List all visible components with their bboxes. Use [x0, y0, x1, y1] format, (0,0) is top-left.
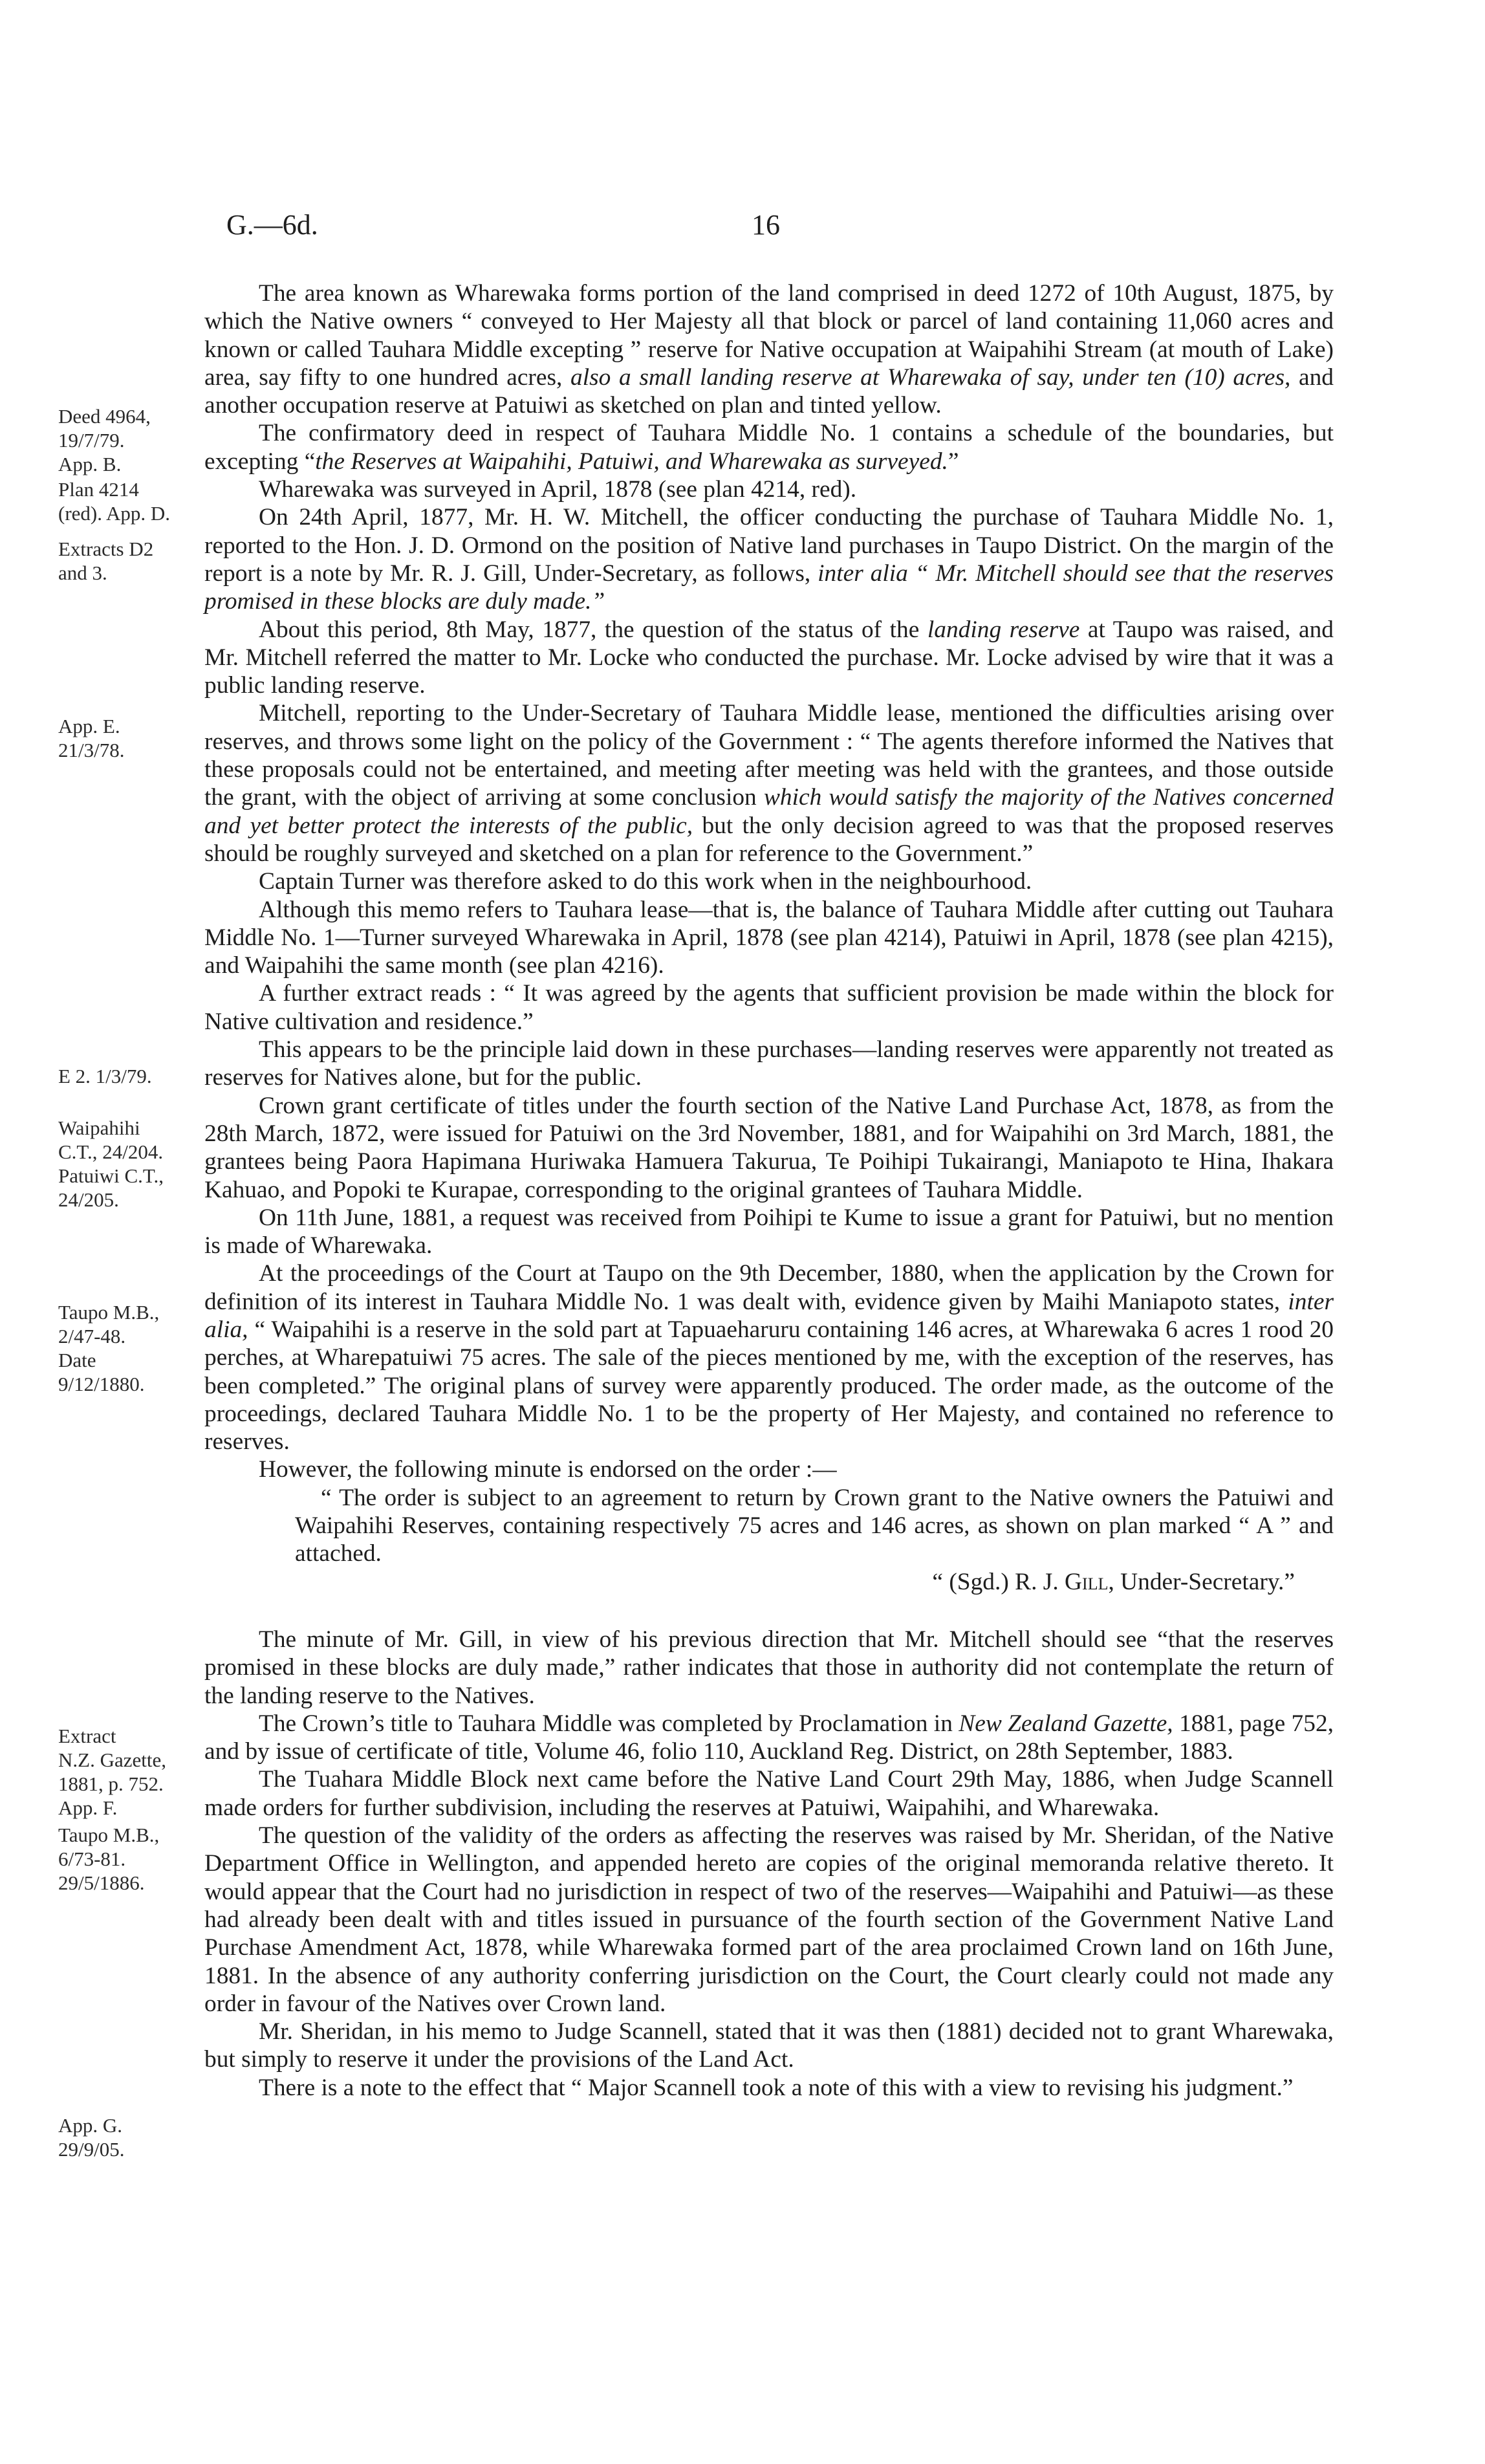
minute-quote: “ The order is subject to an agreement to return by Crown grant to the Native owners the Patuiwi and Waipahihi Reserves, containing respectively 75 acres and 146 acres, as shown on plan marked “ A ” and attached. — [295, 1484, 1334, 1567]
paragraph: The question of the validity of the orders as affecting the reserves was raised by Mr. Sheridan, of the Native Department Office in Wellington, and appended hereto are copies of the original memoranda relative thereto. It would appear that the Court had no jurisdiction in respect of two of the reserves—Waipahihi and Patuiwi—as these had already been dealt with and titles issued in pursuance of the fourth section of the Government Native Land Purchase Amendment Act, 1878, while Wharewaka formed part of the area proclaimed Crown land on 16th June, 1881. In the absence of any authority conferring jurisdiction on the Court, the Court clearly could not made any order in favour of the Natives over Crown land. — [204, 1822, 1334, 2017]
paragraph: The Crown’s title to Tauhara Middle was completed by Proclamation in New Zealand Gazette, 1881, page 752, and by issue of certificate of title, Volume 46, folio 110, Auckland Reg. District, on 28th September, 1883. — [204, 1710, 1334, 1765]
paragraph: Mitchell, reporting to the Under-Secretary of Tauhara Middle lease, mentioned the difficulties arising over reserves, and throws some light on the policy of the Government : “ The agents therefore informed the Natives that these proposals could not be entertained, and meeting after meeting was held with the grantees, and those outside the grant, with the object of arriving at some conclusion which would satisfy the majority of the Natives concerned and yet better protect the interests of the public, but the only decision agreed to was that the proposed reserves should be roughly surveyed and sketched on a plan for reference to the Government.” — [204, 700, 1334, 867]
body-text — [204, 279, 1334, 2102]
paragraph: The confirmatory deed in respect of Tauhara Middle No. 1 contains a schedule of the boundaries, but excepting “the Reserves at Waipahihi, Patuiwi, and Wharewaka as surveyed.” — [204, 420, 1334, 475]
margin-note: E 2. 1/3/79. — [58, 1065, 152, 1087]
margin-note: Taupo M.B., 6/73-81. 29/5/1886. — [58, 1824, 160, 1894]
paragraph: A further extract reads : “ It was agreed by the agents that sufficient provision be made within the block for Native cultivation and residence.” — [204, 980, 1334, 1035]
paragraph: About this period, 8th May, 1877, the question of the status of the landing reserve at Taupo was raised, and Mr. Mitchell referred the matter to Mr. Locke who conducted the purchase. Mr. Locke advised by wire that it was a public landing reserve. — [204, 616, 1334, 699]
margin-note: Deed 4964, 19/7/79. App. B. — [58, 405, 151, 475]
paragraph: The area known as Wharewaka forms portion of the land comprised in deed 1272 of 10th August, 1875, by which the Native owners “ conveyed to Her Majesty all that block or parcel of land containing 11,060 acres and known or called Tauhara Middle excepting ” reserve for Native occupation at Waipahihi Stream (at mouth of Lake) area, say fifty to one hundred acres, also a small landing reserve at Wharewaka of say, under ten (10) acres, and another occupation reserve at Patuiwi as sketched on plan and tinted yellow. — [204, 280, 1334, 419]
paragraph: Crown grant certificate of titles under the fourth section of the Native Land Purchase Act, 1878, as from the 28th March, 1872, were issued for Patuiwi on the 3rd November, 1881, and for Waipahihi on 3rd March, 1881, the grantees being Paora Hapimana Huriwaka Hamuera Takurua, Te Poihipi Tukairangi, Maniapoto te Hina, Ihakara Kahuao, and Popoki te Kurapae, corresponding to the original grantees of Tauhara Middle. — [204, 1092, 1334, 1203]
paragraph: At the proceedings of the Court at Taupo on the 9th December, 1880, when the application by the Crown for definition of its interest in Tauhara Middle No. 1 was dealt with, evidence given by Maihi Maniapoto states, inter alia, “ Waipahihi is a reserve in the sold part at Tapuaeharuru containing 146 acres, at Wharewaka 6 acres 1 rood 20 perches, at Wharepatuiwi 75 acres. The sale of the pieces mentioned by me, with the exception of the reserves, has been completed.” The original plans of survey were apparently produced. The order made, as the outcome of the proceedings, declared Tauhara Middle No. 1 to be the property of Her Majesty, and contained no reference to reserves. — [204, 1260, 1334, 1456]
page-number: 16 — [752, 209, 780, 241]
paragraph: Wharewaka was surveyed in April, 1878 (see plan 4214, red). — [259, 476, 857, 503]
margin-note: App. G. 29/9/05. — [58, 2114, 125, 2161]
paragraph: This appears to be the principle laid down in these purchases—landing reserves were apparently not treated as reserves for Natives alone, but for the public. — [204, 1036, 1334, 1091]
paragraph: The Tuahara Middle Block next came before the Native Land Court 29th May, 1886, when Judge Scannell made orders for further subdivision, including the reserves at Patuiwi, Waipahihi, and Wharewaka. — [204, 1766, 1334, 1821]
margin-note: Plan 4214 (red). App. D. — [58, 478, 171, 525]
paragraph: On 24th April, 1877, Mr. H. W. Mitchell, the officer conducting the purchase of Tauhara Middle No. 1, reported to the Hon. J. D. Ormond on the position of Native land purchases in Taupo District. On the margin of the report is a note by Mr. R. J. Gill, Under-Secretary, as follows, inter alia “ Mr. Mitchell should see that the reserves promised in these blocks are duly made.” — [204, 504, 1334, 615]
margin-note: App. E. 21/3/78. — [58, 715, 125, 761]
paragraph: Although this memo refers to Tauhara lease—that is, the balance of Tauhara Middle after cutting out Tauhara Middle No. 1—Turner surveyed Wharewaka in April, 1878 (see plan 4214), Patuiwi in April, 1878 (see plan 4215), and Waipahihi the same month (see plan 4216). — [204, 896, 1334, 979]
margin-note: Waipahihi C.T., 24/204. Patuiwi C.T., 24/205. — [58, 1117, 164, 1211]
paragraph: However, the following minute is endorsed on the order :— — [259, 1456, 837, 1483]
paragraph: Mr. Sheridan, in his memo to Judge Scannell, stated that it was then (1881) decided not to grant Wharewaka, but simply to reserve it under the provisions of the Land Act. — [204, 2018, 1334, 2073]
paragraph: Captain Turner was therefore asked to do this work when in the neighbourhood. — [259, 868, 1032, 895]
margin-note: Extracts D2 and 3. — [58, 538, 154, 584]
paragraph: On 11th June, 1881, a request was received from Poihipi te Kume to issue a grant for Patuiwi, but no mention is made of Wharewaka. — [204, 1204, 1334, 1259]
paragraph: The minute of Mr. Gill, in view of his previous direction that Mr. Mitchell should see “that the reserves promised in these blocks are duly made,” rather indicates that those in authority did not contemplate the return of the landing reserve to the Natives. — [204, 1626, 1334, 1709]
margin-note: Taupo M.B., 2/47-48. Date 9/12/1880. — [58, 1301, 160, 1395]
signature-line: “ (Sgd.) R. J. Gill, Under-Secretary.” — [932, 1568, 1295, 1595]
margin-note: Extract N.Z. Gazette, 1881, p. 752. App. F. — [58, 1725, 166, 1819]
paragraph: There is a note to the effect that “ Major Scannell took a note of this with a view to revising his judgment.” — [259, 2074, 1294, 2101]
document-reference: G.—6d. — [226, 209, 318, 241]
